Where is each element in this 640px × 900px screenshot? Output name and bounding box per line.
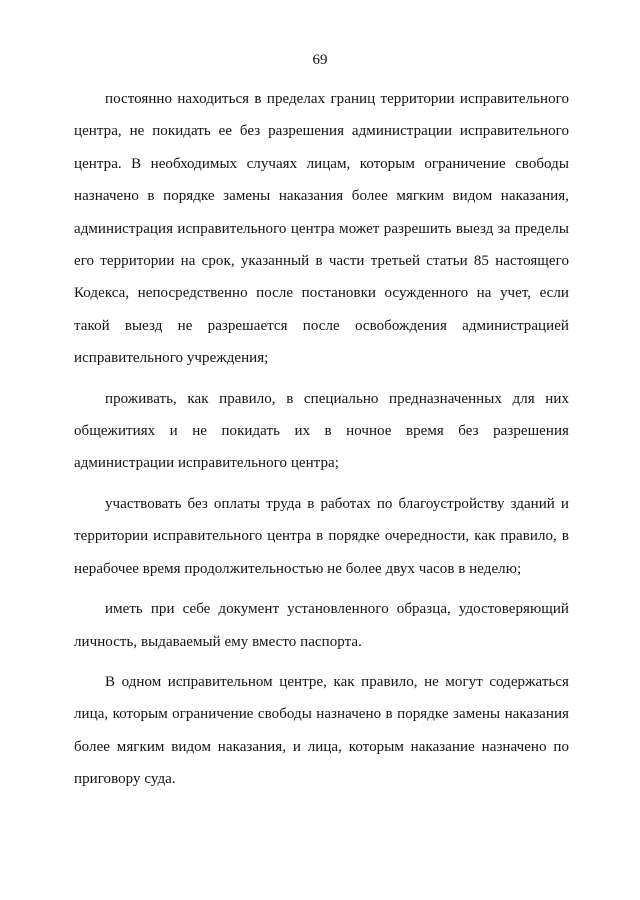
document-body: [74, 83, 569, 796]
paragraph-separate-detention: В одном исправительном центре, как правило, не могут содержаться лица, которым ограничение свободы назначено в порядке замены наказания более мягким видом наказания, и лица, которым наказание назначено по приговору суда.: [74, 673, 569, 788]
page-number: 69: [312, 52, 328, 68]
paragraph-unpaid-improvement-work: участвовать без оплаты труда в работах по благоустройству зданий и территории исправительного центра в порядке очередности, как правило, в нерабочее время продолжительностью не более двух часов в неделю;: [74, 495, 569, 577]
paragraph-dormitory-residence: проживать, как правило, в специально предназначенных для них общежитиях и не покидать их в ночное время без разрешения администрации исправительного центра;: [74, 390, 569, 472]
paragraph-identity-document: иметь при себе документ установленного образца, удостоверяющий личность, выдаваемый ему вместо паспорта.: [74, 601, 569, 650]
paragraph-territory-restrictions: постоянно находиться в пределах границ территории исправительного центра, не покидать ее без разрешения администрации исправительного центра. В необходимых случаях лицам, которым ограничение свободы назначено в порядке замены наказания более мягким видом наказания, администрация исправительного центра может разрешить выезд за пределы его территории на срок, указанный в части третьей статьи 85 настоящего Кодекса, непосредственно после постановки осужденного на учет, если такой выезд не разрешается после освобождения администрацией исправительного учреждения;: [74, 91, 569, 367]
